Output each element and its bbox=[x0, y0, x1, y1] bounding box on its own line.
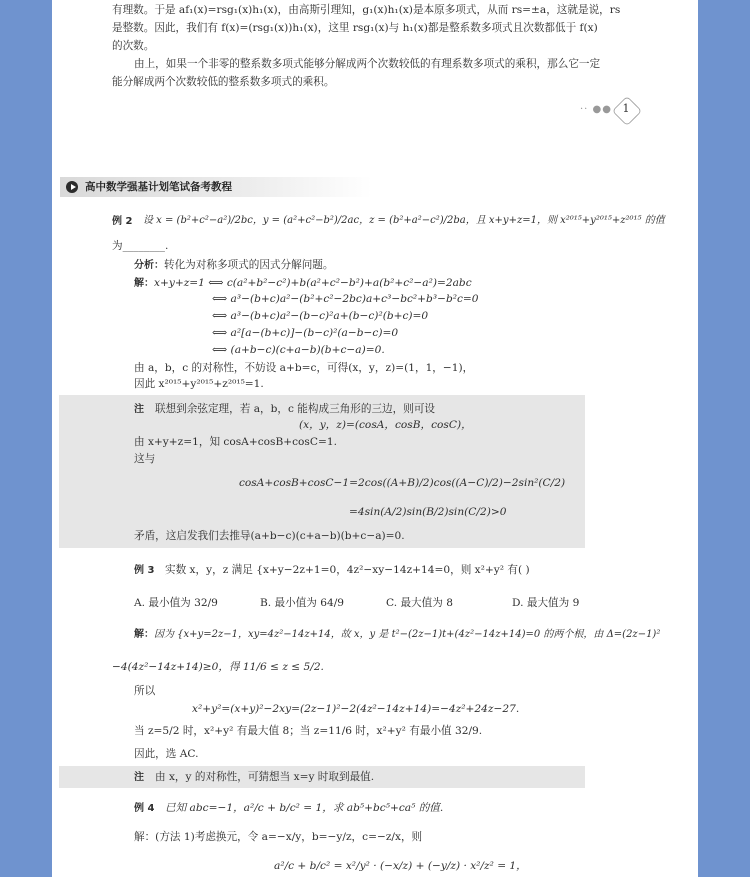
solution-line: 当 z=5/2 时，x²+y² 有最大值 8；当 z=11/6 时，x²+y² 有最小值 32/9. bbox=[134, 725, 483, 737]
page-number-dots: ·· ●● bbox=[580, 104, 612, 115]
example-stem: 设 x = (b²+c²−a²)/2bc，y = (a²+c²−b²)/2ac，z = (b²+a²−c²)/2ba，且 x+y+z=1，则 x²⁰¹⁵+y²⁰¹⁵+z²⁰¹⁵ 的值 bbox=[143, 215, 665, 226]
solution-line: 由 a，b，c 的对称性，不妨设 a+b=c，可得(x，y，z)=(1，1，−1)， bbox=[134, 362, 474, 374]
option-c: C. 最大值为 8 bbox=[386, 597, 453, 609]
solution-line: ⟺ a³−(b+c)a²−(b−c)²a+(b−c)²(b+c)=0 bbox=[212, 310, 429, 322]
note-line: (x，y，z)=(cosA，cosB，cosC)， bbox=[299, 419, 472, 431]
solution-line: 所以 bbox=[134, 685, 156, 697]
chapter-header bbox=[60, 177, 372, 197]
page-gap bbox=[52, 138, 698, 170]
option-d: D. 最大值为 9 bbox=[512, 597, 580, 609]
paragraph-line: 能分解成两个次数较低的整系数多项式的乘积。 bbox=[112, 76, 335, 88]
note-formula: =4sin(A/2)sin(B/2)sin(C/2)>0 bbox=[349, 506, 507, 518]
example-stem-blank: 为________. bbox=[112, 240, 169, 252]
solution-line: ⟺ a²[a−(b+c)]−(b−c)²(a−b−c)=0 bbox=[212, 327, 399, 339]
example-stem: 已知 abc=−1，a²/c + b/c² = 1，求 ab⁵+bc⁵+ca⁵ 的值. bbox=[165, 802, 444, 814]
solution-line: 因此 x²⁰¹⁵+y²⁰¹⁵+z²⁰¹⁵=1. bbox=[134, 378, 264, 390]
solution-line: 解：因为 {x+y=2z−1，xy=4z²−14z+14，故 x，y 是 t²−(2z−1)t+(4z²−14z+14)=0 的两个根，由 Δ=(2z−1)² bbox=[134, 629, 661, 640]
chapter-title: 高中数学强基计划笔试备考教程 bbox=[85, 181, 232, 193]
solution-line: ⟺ (a+b−c)(c+a−b)(b+c−a)=0. bbox=[212, 344, 385, 356]
note-line: 矛盾，这启发我们去推导(a+b−c)(c+a−b)(b+c−a)=0. bbox=[134, 530, 405, 542]
note-line: 联想到余弦定理，若 a，b，c 能构成三角形的三边，则可设 bbox=[155, 403, 436, 415]
paragraph-line: 有理数。于是 af₁(x)=rsg₁(x)h₁(x)，由高斯引理知，g₁(x)h₁(x)是本原多项式，从而 rs=±a，这就是说，rs bbox=[112, 4, 621, 16]
example-label: 例 4 bbox=[134, 803, 155, 814]
solution-line: 因此，选 AC. bbox=[134, 748, 199, 760]
option-b: B. 最小值为 64/9 bbox=[260, 597, 345, 609]
paragraph-line: 的次数。 bbox=[112, 40, 155, 52]
paragraph-line: 是整数。因此，我们有 f(x)=(rsg₁(x))h₁(x)，这里 rsg₁(x)与 h₁(x)都是整系数多项式且次数都低于 f(x) bbox=[112, 22, 598, 34]
paragraph-line: 由上，如果一个非零的整系数多项式能够分解成两个次数较低的有理系数多项式的乘积，那么它一定 bbox=[134, 58, 601, 70]
note-box bbox=[59, 395, 585, 548]
note-box bbox=[59, 766, 585, 788]
solution-formula: x²+y²=(x+y)²−2xy=(2z−1)²−2(4z²−14z+14)=−4z²+24z−27. bbox=[192, 703, 520, 715]
note-line: 由 x，y 的对称性，可猜想当 x=y 时取到最值. bbox=[155, 771, 375, 783]
note-line: 由 x+y+z=1，知 cosA+cosB+cosC=1. bbox=[134, 436, 337, 448]
example-label: 例 2 bbox=[112, 216, 133, 227]
solution-line: 解：(方法 1)考虑换元，令 a=−x/y，b=−y/z，c=−z/x，则 bbox=[134, 831, 423, 843]
note-formula: cosA+cosB+cosC−1=2cos((A+B)/2)cos((A−C)/2)−2sin²(C/2) bbox=[239, 477, 566, 489]
note-line: 这与 bbox=[134, 453, 156, 465]
analysis-line: 分析：转化为对称多项式的因式分解问题。 bbox=[134, 259, 334, 271]
option-a: A. 最小值为 32/9 bbox=[134, 597, 218, 609]
solution-formula: a²/c + b/c² = x²/y² · (−x/z) + (−y/z) · x²/z² = 1， bbox=[274, 860, 527, 872]
example-label: 例 3 bbox=[134, 565, 155, 576]
solution-line: ⟺ a³−(b+c)a²−(b²+c²−2bc)a+c³−bc²+b³−b²c=0 bbox=[212, 293, 479, 305]
note-label: 注 bbox=[134, 772, 144, 783]
note-label: 注 bbox=[134, 404, 144, 415]
play-icon bbox=[66, 181, 78, 193]
solution-line: 解：x+y+z=1 ⟺ c(a²+b²−c²)+b(a²+c²−b²)+a(b²+c²−a²)=2abc bbox=[134, 277, 472, 289]
page-number: 1 bbox=[622, 102, 630, 115]
previous-page-fragment bbox=[52, 0, 698, 138]
example-stem: 实数 x，y，z 满足 {x+y−2z+1=0，4z²−xy−14z+14=0，则 x²+y² 有( ) bbox=[165, 564, 530, 576]
solution-line: −4(4z²−14z+14)≥0，得 11/6 ≤ z ≤ 5/2. bbox=[112, 661, 324, 673]
